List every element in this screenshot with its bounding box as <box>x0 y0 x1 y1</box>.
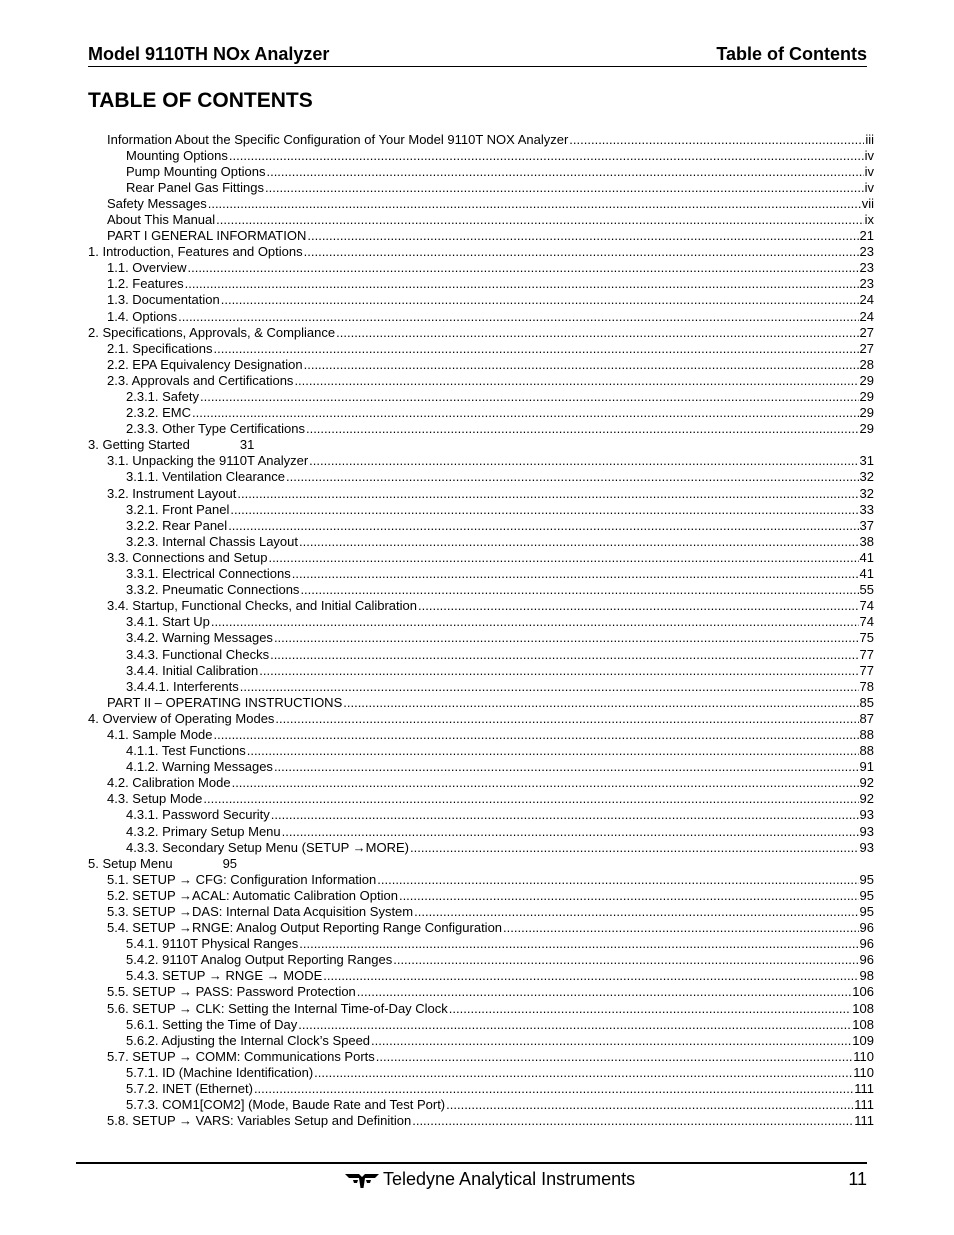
toc-entry[interactable] <box>88 325 874 341</box>
toc-entry-leader <box>299 936 858 952</box>
toc-entry-label: 1.4. Options <box>107 308 178 324</box>
toc-entry-page: 96 <box>859 936 874 952</box>
toc-entry-label: 3.3.2. Pneumatic Connections <box>126 582 300 598</box>
toc-entry[interactable] <box>88 389 874 405</box>
toc-entry[interactable] <box>88 920 874 936</box>
toc-entry-page: 27 <box>859 340 874 356</box>
toc-entry-page: 29 <box>859 372 874 388</box>
toc-entry-label: 5.4. SETUP →RNGE: Analog Output Reporting Range Configuration <box>107 920 503 936</box>
toc-entry-leader <box>503 920 858 936</box>
toc-entry-leader <box>298 1017 851 1033</box>
toc-entry-leader <box>274 759 859 775</box>
toc-entry-page: ix <box>864 211 874 227</box>
footer-page-number: 11 <box>848 1169 867 1189</box>
toc-entry-label: 5.7. SETUP → COMM: Communications Ports <box>107 1048 375 1064</box>
toc-entry-leader <box>228 518 858 534</box>
header-model: Model 9110TH NOx Analyzer <box>88 44 330 64</box>
toc-entry[interactable] <box>88 952 874 968</box>
toc-entry-page: 29 <box>859 421 874 437</box>
toc-entry-page: 106 <box>852 984 874 1000</box>
toc-entry-leader <box>230 502 858 518</box>
toc-entry[interactable] <box>88 502 874 518</box>
toc-entry-page: 96 <box>859 920 874 936</box>
toc-entry-leader <box>192 405 859 421</box>
toc-entry-leader <box>265 180 864 196</box>
toc-entry-leader <box>410 840 859 856</box>
toc-entry-label: 5.7.1. ID (Machine Identification) <box>126 1064 314 1080</box>
page-title: TABLE OF CONTENTS <box>88 89 313 112</box>
toc-entry-page: 93 <box>859 823 874 839</box>
toc-entry-page: 32 <box>859 485 874 501</box>
toc-entry-page: iv <box>864 147 874 163</box>
toc-entry[interactable] <box>88 276 874 292</box>
toc-entry-leader <box>268 550 858 566</box>
toc-entry[interactable] <box>88 695 874 711</box>
toc-entry-leader <box>446 1097 853 1113</box>
toc-entry-leader <box>216 212 863 228</box>
toc-entry[interactable] <box>88 518 874 534</box>
toc-entry-page: iv <box>864 163 874 179</box>
toc-entry-label: 5. Setup Menu <box>88 855 173 871</box>
toc-entry[interactable] <box>88 421 874 437</box>
toc-entry-leader <box>259 663 858 679</box>
toc-entry[interactable] <box>88 968 874 984</box>
toc-entry-page: 31 <box>239 437 255 453</box>
toc-entry-leader <box>203 791 858 807</box>
toc-entry-leader <box>211 614 859 630</box>
toc-entry[interactable] <box>88 469 874 485</box>
toc-entry-leader <box>270 647 858 663</box>
toc-entry[interactable] <box>88 775 874 791</box>
toc-entry-label: 4.2. Calibration Mode <box>107 775 231 791</box>
toc-entry[interactable] <box>88 196 874 212</box>
toc-entry-label: 5.7.3. COM1[COM2] (Mode, Baude Rate and Test Port) <box>126 1097 446 1113</box>
toc-entry-label: 3.2.3. Internal Chassis Layout <box>126 533 298 549</box>
toc-entry-label: 5.5. SETUP → PASS: Password Protection <box>107 984 356 1000</box>
toc-entry-page: 41 <box>859 566 874 582</box>
toc-entry-label: 1.1. Overview <box>107 260 187 276</box>
toc-entry-label: 5.4.1. 9110T Physical Ranges <box>126 936 299 952</box>
toc-entry-leader <box>254 1081 853 1097</box>
toc-entry-leader <box>343 695 858 711</box>
toc-entry[interactable] <box>88 437 874 453</box>
toc-entry[interactable] <box>88 936 874 952</box>
toc-entry[interactable] <box>88 582 874 598</box>
toc-entry-label: 1.3. Documentation <box>107 292 220 308</box>
toc-entry-page: 74 <box>859 614 874 630</box>
toc-entry[interactable] <box>88 791 874 807</box>
toc-entry[interactable] <box>88 904 874 920</box>
toc-entry-label: 4.3.2. Primary Setup Menu <box>126 823 281 839</box>
toc-entry-page: 85 <box>859 694 874 710</box>
toc-entry-label: 5.6.2. Adjusting the Internal Clock’s Speed <box>126 1032 371 1048</box>
toc-entry-page: 33 <box>859 501 874 517</box>
toc-entry-label: 2.2. EPA Equivalency Designation <box>107 356 303 372</box>
toc-entry-label: 4.1.1. Test Functions <box>126 743 246 759</box>
toc-entry-label: 3.2. Instrument Layout <box>107 485 237 501</box>
toc-entry[interactable] <box>88 1049 874 1065</box>
toc-entry[interactable] <box>88 630 874 646</box>
toc-entry-leader <box>292 566 859 582</box>
toc-entry-page: 109 <box>852 1032 874 1048</box>
toc-entry-label: 4. Overview of Operating Modes <box>88 710 275 726</box>
toc-entry-label: 3.2.1. Front Panel <box>126 501 230 517</box>
toc-entry[interactable] <box>88 727 874 743</box>
toc-entry[interactable] <box>88 1033 874 1049</box>
toc-entry-label: 3.4.1. Start Up <box>126 614 210 630</box>
toc-entry-label: 4.1. Sample Mode <box>107 726 213 742</box>
toc-entry-page: 95 <box>222 855 238 871</box>
toc-entry[interactable] <box>88 824 874 840</box>
toc-entry-leader <box>266 164 863 180</box>
toc-entry-leader <box>357 984 852 1000</box>
toc-entry-leader <box>274 630 859 646</box>
toc-entry[interactable] <box>88 405 874 421</box>
toc-entry[interactable] <box>88 663 874 679</box>
toc-entry-page: vii <box>861 195 874 211</box>
toc-entry-label: 5.6.1. Setting the Time of Day <box>126 1016 298 1032</box>
toc-entry-leader <box>449 1001 852 1017</box>
page-header <box>88 44 867 67</box>
toc-entry-label: PART I GENERAL INFORMATION <box>107 228 307 244</box>
toc-entry[interactable] <box>88 132 874 148</box>
toc-entry-label: 4.3.3. Secondary Setup Menu (SETUP →MORE) <box>126 839 409 855</box>
toc-entry-leader <box>377 872 858 888</box>
toc-entry[interactable] <box>88 534 874 550</box>
toc-entry-label: Safety Messages <box>107 195 207 211</box>
toc-entry[interactable] <box>88 872 874 888</box>
toc-entry-page: 98 <box>859 968 874 984</box>
toc-entry[interactable] <box>88 244 874 260</box>
toc-entry-page: 95 <box>859 887 874 903</box>
toc-entry-leader <box>178 309 858 325</box>
toc-entry-page: iii <box>865 131 874 147</box>
toc-entry-leader <box>214 341 859 357</box>
toc-entry-label: 5.4.3. SETUP → RNGE → MODE <box>126 968 323 984</box>
toc-entry[interactable] <box>88 228 874 244</box>
toc-entry-label: 3.3. Connections and Setup <box>107 549 268 565</box>
toc-entry-leader <box>247 743 859 759</box>
toc-entry-label: 3.2.2. Rear Panel <box>126 517 228 533</box>
toc-entry-label: Mounting Options <box>126 147 228 163</box>
toc-entry-page: 38 <box>859 533 874 549</box>
toc-entry-label: 4.3. Setup Mode <box>107 791 203 807</box>
toc-entry-leader <box>323 968 858 984</box>
toc-entry-label: 5.2. SETUP →ACAL: Automatic Calibration Option <box>107 887 398 903</box>
toc-entry-page: 108 <box>852 1000 874 1016</box>
toc-entry[interactable] <box>88 711 874 727</box>
toc-entry-page: 23 <box>859 260 874 276</box>
toc-entry-page: 92 <box>859 791 874 807</box>
toc-entry-label: 5.8. SETUP → VARS: Variables Setup and Definition <box>107 1113 412 1129</box>
toc-entry-label: 3.4.4. Initial Calibration <box>126 662 259 678</box>
toc-entry-page: 23 <box>859 276 874 292</box>
toc-entry[interactable] <box>88 309 874 325</box>
toc-entry-leader <box>221 292 859 308</box>
toc-entry[interactable] <box>88 679 874 695</box>
toc-entry-label: 3.4.3. Functional Checks <box>126 646 270 662</box>
toc-entry[interactable] <box>88 1113 874 1129</box>
toc-entry-leader <box>240 679 859 695</box>
toc-entry-label: Rear Panel Gas Fittings <box>126 179 265 195</box>
toc-entry-page: 32 <box>859 469 874 485</box>
toc-entry-leader <box>232 775 859 791</box>
toc-entry-page: 111 <box>854 1081 874 1097</box>
toc-entry-page: 93 <box>859 807 874 823</box>
toc-entry-leader <box>399 888 859 904</box>
toc-entry[interactable] <box>88 164 874 180</box>
footer-company: Teledyne Analytical Instruments <box>383 1169 636 1189</box>
toc-entry-page: 110 <box>853 1048 874 1064</box>
toc-entry[interactable] <box>88 807 874 823</box>
toc-entry-page: 88 <box>859 726 874 742</box>
toc-entry-page: 21 <box>859 228 874 244</box>
toc-entry-label: PART II – OPERATING INSTRUCTIONS <box>107 694 343 710</box>
toc-entry-page: 88 <box>859 743 874 759</box>
toc-list <box>88 132 874 1130</box>
toc-entry-page: 27 <box>859 324 874 340</box>
toc-entry-label: 3.3.1. Electrical Connections <box>126 566 291 582</box>
toc-entry[interactable] <box>88 212 874 228</box>
toc-entry-leader <box>300 582 858 598</box>
toc-entry-label: 2.3.1. Safety <box>126 389 199 404</box>
toc-entry[interactable] <box>88 453 874 469</box>
toc-entry[interactable] <box>88 614 874 630</box>
toc-entry[interactable] <box>88 180 874 196</box>
toc-entry-page: 31 <box>859 453 874 469</box>
toc-entry-label: 5.1. SETUP → CFG: Configuration Information <box>107 871 377 887</box>
toc-entry[interactable] <box>88 550 874 566</box>
toc-entry-page: 91 <box>859 759 874 775</box>
toc-entry-label: Pump Mounting Options <box>126 163 266 179</box>
toc-entry[interactable] <box>88 341 874 357</box>
teledyne-logo-icon <box>345 1172 379 1190</box>
toc-entry-label: 3.1. Unpacking the 9110T Analyzer <box>107 453 309 469</box>
toc-entry-leader <box>299 534 859 550</box>
toc-entry-label: 3. Getting Started <box>88 437 190 453</box>
toc-entry-page: 110 <box>853 1064 874 1080</box>
toc-entry[interactable] <box>88 148 874 164</box>
toc-entry-label: 5.4.2. 9110T Analog Output Reporting Ranges <box>126 952 393 968</box>
toc-entry-label: 2. Specifications, Approvals, & Compliance <box>88 324 336 340</box>
toc-entry-leader <box>306 421 859 437</box>
toc-entry[interactable] <box>88 566 874 582</box>
toc-entry-page: 74 <box>859 598 874 614</box>
toc-entry-leader <box>336 325 858 341</box>
toc-entry-page: 75 <box>859 630 874 646</box>
toc-entry-page: iv <box>864 179 874 195</box>
toc-entry-page: 23 <box>859 244 874 260</box>
toc-entry-page: 29 <box>859 405 874 421</box>
toc-entry-leader <box>214 727 859 743</box>
toc-entry-label: 2.3.2. EMC <box>126 405 192 421</box>
toc-entry-page: 55 <box>859 582 874 598</box>
toc-entry[interactable] <box>88 260 874 276</box>
toc-entry-page: 29 <box>859 389 874 404</box>
toc-entry-page: 87 <box>859 710 874 726</box>
toc-entry[interactable] <box>88 1065 874 1081</box>
toc-entry-leader <box>286 469 859 485</box>
toc-entry-leader <box>185 276 859 292</box>
toc-entry-leader <box>309 453 858 469</box>
toc-entry-leader <box>271 807 859 823</box>
toc-entry-label: 2.3.3. Other Type Certifications <box>126 421 305 437</box>
toc-entry-page: 111 <box>854 1113 874 1129</box>
toc-entry[interactable] <box>88 647 874 663</box>
toc-entry-page: 92 <box>859 775 874 791</box>
toc-entry-leader <box>275 711 858 727</box>
toc-entry-label: 4.3.1. Password Security <box>126 807 270 823</box>
toc-entry[interactable] <box>88 759 874 775</box>
toc-entry-label: 2.3. Approvals and Certifications <box>107 372 294 388</box>
toc-entry-label: 1. Introduction, Features and Options <box>88 244 303 260</box>
toc-entry[interactable] <box>88 357 874 373</box>
toc-entry-page: 95 <box>859 904 874 919</box>
page-footer <box>0 1168 954 1192</box>
toc-entry-label: 2.1. Specifications <box>107 340 213 356</box>
footer-rule <box>76 1162 867 1164</box>
toc-entry-label: Information About the Specific Configuration of Your Model 9110T NOX Analyzer <box>107 131 569 147</box>
toc-entry-label: 5.3. SETUP →DAS: Internal Data Acquisition System <box>107 904 414 919</box>
toc-entry-label: 4.1.2. Warning Messages <box>126 759 273 775</box>
toc-entry-leader <box>304 244 859 260</box>
toc-entry-page: 24 <box>859 292 874 308</box>
toc-entry-page: 78 <box>859 678 874 694</box>
toc-entry[interactable] <box>88 1081 874 1097</box>
toc-entry[interactable] <box>88 840 874 856</box>
toc-entry-page: 108 <box>852 1016 874 1032</box>
toc-entry[interactable] <box>88 486 874 502</box>
toc-entry-leader <box>187 260 858 276</box>
toc-entry-page: 77 <box>859 646 874 662</box>
toc-entry-leader <box>393 952 858 968</box>
toc-entry[interactable] <box>88 598 874 614</box>
toc-entry-page: 24 <box>859 308 874 324</box>
toc-entry-label: About This Manual <box>107 211 216 227</box>
toc-entry-leader <box>376 1049 852 1065</box>
toc-entry-leader <box>418 598 859 614</box>
toc-entry-leader <box>294 373 858 389</box>
toc-entry[interactable] <box>88 856 874 872</box>
toc-entry[interactable] <box>88 1097 874 1113</box>
toc-entry[interactable] <box>88 292 874 308</box>
toc-entry-leader <box>314 1065 852 1081</box>
toc-entry-label: 3.1.1. Ventilation Clearance <box>126 469 285 485</box>
toc-entry-page: 77 <box>859 662 874 678</box>
toc-entry-label: 3.4.4.1. Interferents <box>126 678 239 694</box>
toc-entry[interactable] <box>88 1001 874 1017</box>
toc-entry[interactable] <box>88 984 874 1000</box>
toc-entry-leader <box>200 389 859 405</box>
toc-entry-leader <box>304 357 859 373</box>
toc-entry-page: 96 <box>859 952 874 968</box>
toc-entry-label: 1.2. Features <box>107 276 184 292</box>
toc-entry-leader <box>237 486 858 502</box>
toc-entry-page: 28 <box>859 356 874 372</box>
toc-entry-leader <box>307 228 858 244</box>
toc-entry-leader <box>412 1113 853 1129</box>
header-section: Table of Contents <box>716 44 867 64</box>
toc-entry[interactable] <box>88 888 874 904</box>
toc-entry-page: 95 <box>859 871 874 887</box>
toc-entry-leader <box>282 824 859 840</box>
toc-entry[interactable] <box>88 373 874 389</box>
toc-entry-leader <box>414 904 858 920</box>
toc-entry[interactable] <box>88 743 874 759</box>
toc-entry-page: 41 <box>859 549 874 565</box>
toc-entry-leader <box>371 1033 851 1049</box>
toc-entry-page: 111 <box>854 1097 874 1113</box>
toc-entry-label: 5.6. SETUP → CLK: Setting the Internal Time-of-Day Clock <box>107 1000 448 1016</box>
toc-entry-leader <box>569 132 864 148</box>
toc-entry-page: 37 <box>859 517 874 533</box>
toc-entry-label: 5.7.2. INET (Ethernet) <box>126 1081 253 1097</box>
toc-entry-leader <box>208 196 861 212</box>
toc-entry[interactable] <box>88 1017 874 1033</box>
toc-entry-page: 93 <box>859 839 874 855</box>
toc-entry-label: 3.4.2. Warning Messages <box>126 630 273 646</box>
toc-entry-leader <box>229 148 864 164</box>
toc-entry-label: 3.4. Startup, Functional Checks, and Initial Calibration <box>107 598 418 614</box>
